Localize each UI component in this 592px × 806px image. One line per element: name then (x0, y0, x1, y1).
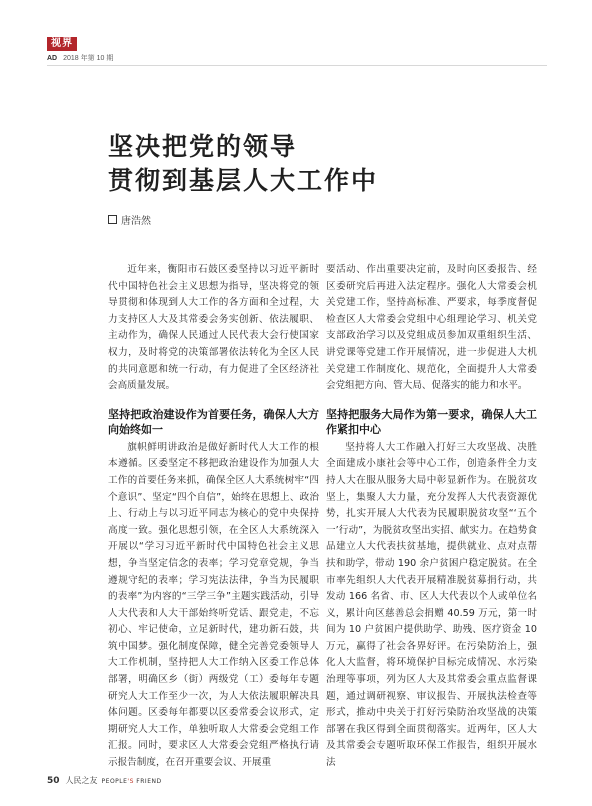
section-heading: 坚持把政治建设作为首要任务，确保人大方向始终如一 (108, 407, 319, 436)
issue-prefix: AD (47, 55, 58, 62)
header-band (0, 0, 592, 28)
paragraph: 旗帜鲜明讲政治是做好新时代人大工作的根本遵循。区委坚定不移把政治建设作为加强人大工作的首要任务来抓，确保全区人大系统树牢“四个意识”、坚定“四个自信”，始终在思想上、政治上、行动上与以习近平同志为核心的党中央保持高度一致。强化思想引领，在全区人大系统深入开展以“学习习近平新时代中国特色社会主义思想，争当坚定信念的表率；学习党章党规，争当遵规守纪的表率；学习宪法法律，争当为民履职的表率”为内容的“三学三争”主题实践活动，引导人大代表和人大干部始终听党话、跟党走，不忘初心、牢记使命，立足新时代，建功新石鼓，共筑中国梦。强化制度保障，健全完善党委领导人大工作机制，坚持把人大工作纳入区委工作总体部署，明确区乡（街）两级党（工）委每年专题研究人大工作至少一次，为人大依法履职解决具体问题。区委每年都要以区委常委会议形式，定期研究人大工作，单独听取人大常委会党组工作汇报。同时，要求区人大常委会党组严格执行请示报告制度，在召开重要会议、开展重 (108, 441, 319, 769)
column-tag: 视界 (47, 37, 77, 51)
brand-en-part: PEOPLE (101, 778, 128, 785)
page-footer (47, 775, 162, 786)
author-byline (108, 212, 151, 227)
magazine-name: 人民之友 (65, 776, 98, 785)
paragraph: 坚持将人大工作融入打好三大攻坚战、决胜全面建成小康社会等中心工作，创造条件全力支持人大在服从服务大局中彰显新作为。在脱贫攻坚上，集聚人大力量，充分发挥人大代表资源优势，扎实开展人大代表为民履职脱贫攻坚“‘五个一’行动”，为脱贫攻坚出实招、献实力。在趋势食品建立人大代表扶贫基地，提供就业、点对点帮扶和助学，带动 190 余户贫困户稳定脱贫。在全市率先组织人大代表开展精准脱贫募捐行动，共发动 166 名省、市、区人大代表以个人或单位名义，累计向区慈善总会捐赠 40.59 万元，第一时间为 10 户贫困户提供助学、助残、医疗资金 10 万元，赢得了社会各界好评。在污染防治上，强化人大监督，将环境保护目标完成情况、水污染治理等事项，列为区人大及其常委会重点监督课题，通过调研视察、审议报告、开展执法检查等形式，推动中央关于打好污染防治攻坚战的决策部署在我区得到全面贯彻落实。近两年，区人大及其常委会专题听取环保工作报告，组织开展水法 (326, 441, 537, 769)
article-title (108, 130, 378, 198)
issue-number: 2018 年第 10 期 (63, 55, 114, 62)
page-number: 50 (47, 776, 60, 786)
brand-en-part: 'S (127, 778, 134, 785)
left-column (108, 262, 319, 772)
paragraph: 要活动、作出重要决定前，及时向区委报告、经区委研究后再进入法定程序。强化人大常委会机关党建工作，坚持高标准、严要求，每季度督促检查区人大常委会党组中心组理论学习、机关党支部政治学习以及党组成员参加双重组织生活、讲党课等党建工作开展情况，进一步促进人大机关党建工作制度化、规范化，全面提升人大常委会党组把方向、管大局、促落实的能力和水平。 (326, 264, 537, 392)
title-line-2: 贯彻到基层人大工作中 (108, 166, 379, 195)
author-name: 唐浩然 (121, 216, 151, 227)
title-line-1: 坚决把党的领导 (108, 132, 298, 161)
section-heading: 坚持把服务大局作为第一要求，确保人大工作紧扣中心 (326, 407, 537, 436)
right-column (326, 262, 537, 772)
byline-box-icon (108, 215, 117, 224)
paragraph: 近年来，衡阳市石鼓区委坚持以习近平新时代中国特色社会主义思想为指导，坚决将党的领导贯彻和体现到人大工作的各方面和全过程，大力支持区人大及其常委会务实创新、依法履职、主动作为，确保人民通过人民代表大会行使国家权力，及时将党的决策部署依法转化为全区人民的共同意愿和统一行动，有力促进了全区经济社会高质量发展。 (108, 264, 319, 392)
issue-line (47, 53, 113, 63)
brand-en-part: FRIEND (133, 778, 162, 785)
magazine-name-en (102, 778, 162, 785)
header-divider (47, 65, 547, 66)
